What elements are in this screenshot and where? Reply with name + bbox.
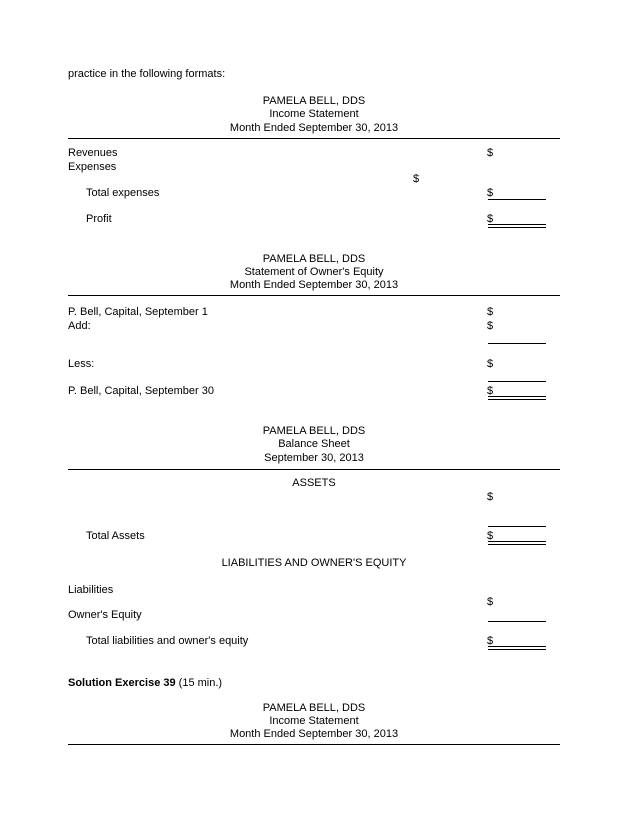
liabilities-label: Liabilities <box>68 584 114 596</box>
liab-heading: LIABILITIES AND OWNER'S EQUITY <box>221 557 407 569</box>
add-line <box>488 343 546 344</box>
income-period: Month Ended September 30, 2013 <box>229 122 399 134</box>
revenues-label: Revenues <box>68 147 118 159</box>
equity-section-dollar: $ <box>487 596 494 608</box>
solution-label: Solution Exercise 39 <box>68 677 176 689</box>
less-line <box>488 381 546 382</box>
income2-company: PAMELA BELL, DDS <box>262 702 366 714</box>
total-assets-dollar: $ <box>487 530 494 542</box>
balance-period: September 30, 2013 <box>264 452 364 464</box>
assets-dollar: $ <box>487 491 494 503</box>
income2-rule <box>68 744 560 745</box>
equity-rule <box>68 295 560 296</box>
capital-start-dollar: $ <box>487 306 494 318</box>
income2-period: Month Ended September 30, 2013 <box>229 728 399 740</box>
expenses-dollar: $ <box>413 173 420 185</box>
solution-time: (15 min.) <box>178 677 223 689</box>
capital-end-dollar: $ <box>487 385 494 397</box>
total-liab-equity-double-line <box>488 646 546 650</box>
less-label: Less: <box>68 358 95 370</box>
owners-equity-line <box>488 621 546 622</box>
income-company: PAMELA BELL, DDS <box>262 95 366 107</box>
equity-period: Month Ended September 30, 2013 <box>229 279 399 291</box>
solution-heading <box>68 677 222 690</box>
balance-title: Balance Sheet <box>278 438 350 450</box>
capital-start-label: P. Bell, Capital, September 1 <box>68 306 208 318</box>
balance-company: PAMELA BELL, DDS <box>262 425 366 437</box>
owners-equity-label: Owner's Equity <box>68 609 142 621</box>
equity-title: Statement of Owner's Equity <box>244 266 384 278</box>
total-expenses-dollar: $ <box>487 187 494 199</box>
add-dollar: $ <box>487 320 494 332</box>
income2-title: Income Statement <box>269 715 359 727</box>
equity-company: PAMELA BELL, DDS <box>262 253 366 265</box>
total-liab-equity-dollar: $ <box>487 635 494 647</box>
total-liab-equity-label: Total liabilities and owner's equity <box>86 635 249 647</box>
add-label: Add: <box>68 320 91 332</box>
profit-dollar: $ <box>487 213 494 225</box>
total-expenses-label: Total expenses <box>86 187 160 199</box>
less-dollar: $ <box>487 358 494 370</box>
total-assets-double-line <box>488 541 546 545</box>
intro-text: practice in the following formats: <box>68 68 226 80</box>
revenues-dollar: $ <box>487 147 494 159</box>
total-assets-label: Total Assets <box>86 530 145 542</box>
income-title: Income Statement <box>269 108 359 120</box>
profit-double-line <box>488 224 546 228</box>
total-expenses-line <box>488 199 546 200</box>
balance-rule <box>68 469 560 470</box>
assets-heading: ASSETS <box>292 477 336 489</box>
expenses-label: Expenses <box>68 161 117 173</box>
capital-end-double-line <box>488 396 546 400</box>
profit-label: Profit <box>86 213 112 225</box>
assets-line <box>488 526 546 527</box>
capital-end-label: P. Bell, Capital, September 30 <box>68 385 214 397</box>
income-rule <box>68 138 560 139</box>
